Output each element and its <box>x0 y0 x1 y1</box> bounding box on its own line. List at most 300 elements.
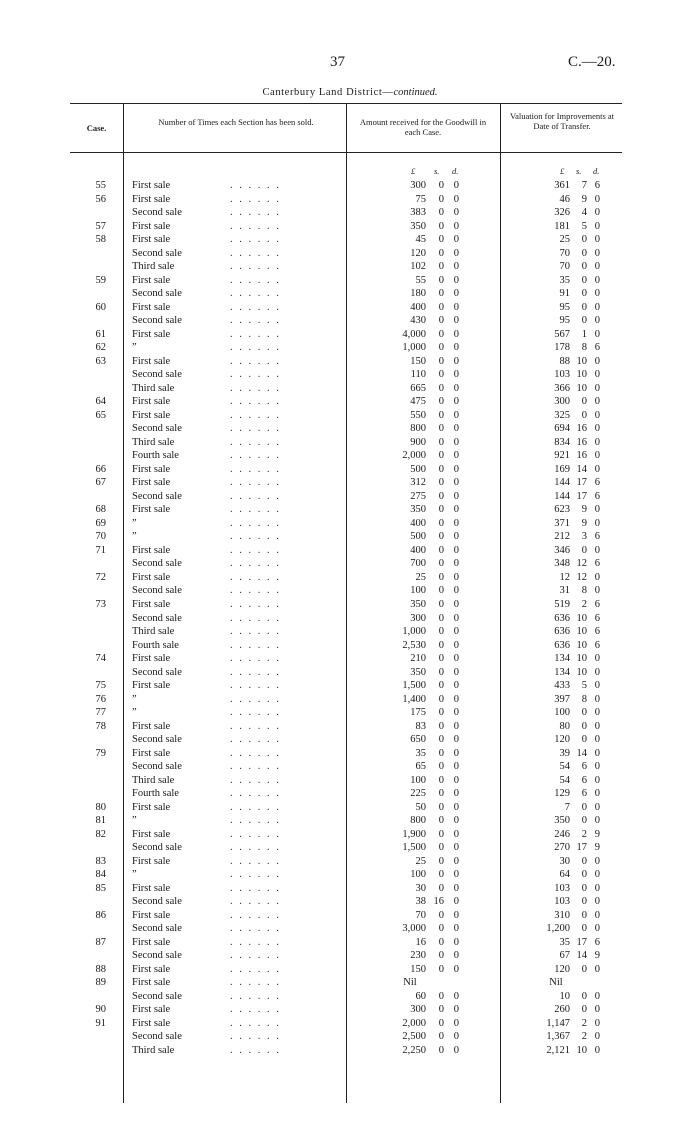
case-number: 68 <box>95 504 106 516</box>
valuation-shillings: 0 <box>581 409 587 421</box>
sale-label: Second sale <box>132 558 182 570</box>
case-number: 74 <box>95 653 106 665</box>
case-number: 60 <box>95 301 106 313</box>
case-number: 85 <box>95 882 106 894</box>
valuation-shillings: 0 <box>581 734 587 746</box>
amount-pounds: 1,900 <box>402 828 426 840</box>
amount-pounds: 35 <box>415 747 426 759</box>
valuation-shillings: 10 <box>576 1045 587 1056</box>
table-title-main: Canterbury Land District— <box>262 87 394 98</box>
table-row <box>0 463 700 477</box>
case-number: 75 <box>95 680 106 692</box>
amount-shillings: 0 <box>438 761 444 773</box>
valuation-pounds: 246 <box>554 828 570 840</box>
table-row <box>0 774 700 788</box>
amount-pounds: 700 <box>410 558 426 570</box>
case-number: 86 <box>95 909 106 921</box>
valuation-pounds: 371 <box>554 517 570 529</box>
amount-pence: 0 <box>453 571 459 583</box>
valuation-pounds: 95 <box>559 301 570 313</box>
valuation-shillings: 6 <box>581 774 587 786</box>
valuation-shillings: 12 <box>576 571 587 583</box>
table-row <box>0 666 700 680</box>
valuation-shillings: 8 <box>581 693 587 705</box>
case-number: 70 <box>95 531 106 543</box>
amount-pence: 0 <box>453 1017 459 1029</box>
amount-pounds: 430 <box>410 315 426 327</box>
valuation-shillings: 0 <box>581 801 587 813</box>
amount-shillings: 0 <box>438 734 444 746</box>
amount-pounds: 150 <box>410 963 426 975</box>
leader-dots: . . . . . . <box>230 436 281 448</box>
amount-pence: 0 <box>453 463 459 475</box>
amount-shillings: 0 <box>438 504 444 516</box>
valuation-pence: 0 <box>594 463 600 475</box>
table-title <box>0 87 700 98</box>
valuation-pence: 0 <box>594 788 600 800</box>
valuation-pounds: 694 <box>554 423 570 435</box>
sale-label: First sale <box>132 855 171 867</box>
amount-shillings: 0 <box>438 193 444 205</box>
amount-pence: 0 <box>453 923 459 935</box>
valuation-pence: 0 <box>594 193 600 205</box>
sale-label: ” <box>132 815 137 827</box>
table-row <box>0 409 700 423</box>
leader-dots: . . . . . . <box>230 909 281 921</box>
sale-label: First sale <box>132 882 171 894</box>
valuation-pounds: 350 <box>554 815 570 827</box>
amount-shillings: 0 <box>438 950 444 962</box>
valuation-unit-pounds: £ <box>560 166 565 176</box>
amount-pounds: 225 <box>410 788 426 800</box>
case-number: 57 <box>95 220 106 232</box>
sale-label: Second sale <box>132 923 182 935</box>
sale-label: First sale <box>132 680 171 692</box>
valuation-pence: 0 <box>594 301 600 313</box>
leader-dots: . . . . . . <box>230 355 281 367</box>
table-row <box>0 247 700 261</box>
amount-pounds: 25 <box>415 855 426 867</box>
amount-pence: 0 <box>453 585 459 597</box>
amount-pounds: 1,500 <box>402 680 426 692</box>
amount-pence: 0 <box>453 477 459 489</box>
leader-dots: . . . . . . <box>230 207 281 219</box>
valuation-pounds: 120 <box>554 734 570 746</box>
valuation-pounds: 310 <box>554 909 570 921</box>
valuation-pence: 0 <box>594 355 600 367</box>
table-row <box>0 909 700 923</box>
amount-pence: 0 <box>453 693 459 705</box>
leader-dots: . . . . . . <box>230 504 281 516</box>
valuation-pence: 0 <box>594 1004 600 1016</box>
sale-label: First sale <box>132 571 171 583</box>
table-row <box>0 922 700 936</box>
amount-pounds: 1,000 <box>402 626 426 638</box>
leader-dots: . . . . . . <box>230 977 281 989</box>
valuation-pounds: 519 <box>554 598 570 610</box>
sale-label: Third sale <box>132 774 175 786</box>
valuation-shillings: 1 <box>581 328 587 340</box>
sale-label: First sale <box>132 301 171 313</box>
table-row <box>0 490 700 504</box>
sale-label: First sale <box>132 396 171 408</box>
sale-label: First sale <box>132 544 171 556</box>
sale-label: Third sale <box>132 261 175 273</box>
leader-dots: . . . . . . <box>230 923 281 935</box>
table-title-continued: continued. <box>393 87 438 98</box>
leader-dots: . . . . . . <box>230 247 281 259</box>
amount-shillings: 0 <box>438 558 444 570</box>
table-row <box>0 720 700 734</box>
leader-dots: . . . . . . <box>230 936 281 948</box>
valuation-pence: 0 <box>594 517 600 529</box>
table-row <box>0 530 700 544</box>
valuation-pence: 0 <box>594 680 600 692</box>
valuation-pounds: 39 <box>559 747 570 759</box>
leader-dots: . . . . . . <box>230 328 281 340</box>
valuation-shillings: 14 <box>576 747 587 759</box>
amount-shillings: 0 <box>438 1031 444 1043</box>
amount-pounds: 1,400 <box>402 693 426 705</box>
valuation-pence: 0 <box>594 396 600 408</box>
amount-pounds: 100 <box>410 869 426 881</box>
amount-pounds: 900 <box>410 436 426 448</box>
leader-dots: . . . . . . <box>230 626 281 638</box>
valuation-pence: 0 <box>594 896 600 908</box>
valuation-pounds: 636 <box>554 612 570 624</box>
valuation-shillings: 0 <box>581 234 587 246</box>
valuation-pounds: 7 <box>564 801 570 813</box>
valuation-pence: 0 <box>594 436 600 448</box>
table-row <box>0 341 700 355</box>
valuation-shillings: 16 <box>576 450 587 462</box>
valuation-pence: 0 <box>594 315 600 327</box>
amount-pounds: 150 <box>410 355 426 367</box>
valuation-pounds: 67 <box>559 950 570 962</box>
amount-pounds: 350 <box>410 666 426 678</box>
table-row <box>0 584 700 598</box>
amount-shillings: 0 <box>438 990 444 1002</box>
valuation-pence: 0 <box>594 963 600 975</box>
amount-shillings: 0 <box>438 517 444 529</box>
valuation-pounds: 178 <box>554 342 570 354</box>
valuation-pence: 0 <box>594 923 600 935</box>
leader-dots: . . . . . . <box>230 193 281 205</box>
amount-pounds: 2,250 <box>402 1045 426 1056</box>
header-amount-goodwill: Amount received for the Goodwill in each Case. <box>359 117 487 137</box>
amount-pounds: 60 <box>415 990 426 1002</box>
leader-dots: . . . . . . <box>230 747 281 759</box>
amount-shillings: 0 <box>438 463 444 475</box>
amount-shillings: 0 <box>438 544 444 556</box>
amount-pence: 0 <box>453 261 459 273</box>
case-number: 61 <box>95 328 106 340</box>
leader-dots: . . . . . . <box>230 274 281 286</box>
amount-pence: 0 <box>453 504 459 516</box>
valuation-shillings: 0 <box>581 315 587 327</box>
valuation-shillings: 0 <box>581 923 587 935</box>
amount-pence: 0 <box>453 342 459 354</box>
valuation-shillings: 17 <box>576 477 587 489</box>
valuation-shillings: 0 <box>581 882 587 894</box>
valuation-pounds: 300 <box>554 396 570 408</box>
valuation-shillings: 10 <box>576 666 587 678</box>
table-row <box>0 747 700 761</box>
valuation-pounds: 103 <box>554 896 570 908</box>
leader-dots: . . . . . . <box>230 666 281 678</box>
valuation-pence: 6 <box>594 342 600 354</box>
valuation-shillings: 0 <box>581 855 587 867</box>
valuation-pence: 0 <box>594 544 600 556</box>
table-row <box>0 652 700 666</box>
valuation-pounds: 169 <box>554 463 570 475</box>
valuation-pounds: 25 <box>559 234 570 246</box>
amount-pence: 0 <box>453 801 459 813</box>
amount-pounds: 300 <box>410 180 426 191</box>
amount-pence: 0 <box>453 963 459 975</box>
amount-pounds: 2,500 <box>402 1031 426 1043</box>
amount-pence: 0 <box>453 436 459 448</box>
valuation-pence: 0 <box>594 571 600 583</box>
amount-shillings: 0 <box>438 666 444 678</box>
leader-dots: . . . . . . <box>230 288 281 300</box>
amount-shillings: 0 <box>438 788 444 800</box>
table-row <box>0 801 700 815</box>
valuation-shillings: 9 <box>581 517 587 529</box>
amount-pence: 0 <box>453 544 459 556</box>
valuation-pounds: 95 <box>559 315 570 327</box>
amount-pence: 0 <box>453 828 459 840</box>
amount-pounds: 1,000 <box>402 342 426 354</box>
valuation-pounds: 103 <box>554 369 570 381</box>
amount-pence: 0 <box>453 936 459 948</box>
valuation-pence: 6 <box>594 626 600 638</box>
valuation-pence: 0 <box>594 409 600 421</box>
valuation-pence: 0 <box>594 653 600 665</box>
valuation-shillings: 0 <box>581 544 587 556</box>
valuation-pounds: 361 <box>554 180 570 191</box>
table-row <box>0 679 700 693</box>
amount-pence: 0 <box>453 869 459 881</box>
amount-pence: 0 <box>453 328 459 340</box>
leader-dots: . . . . . . <box>230 517 281 529</box>
sale-label: First sale <box>132 828 171 840</box>
valuation-pounds: 1,200 <box>546 923 570 935</box>
valuation-pounds: 31 <box>559 585 570 597</box>
valuation-pence: 0 <box>594 815 600 827</box>
sale-label: First sale <box>132 328 171 340</box>
valuation-pounds: 346 <box>554 544 570 556</box>
amount-pence: 0 <box>453 558 459 570</box>
valuation-pounds: 35 <box>559 936 570 948</box>
case-number: 83 <box>95 855 106 867</box>
case-number: 77 <box>95 707 106 719</box>
sale-label: Second sale <box>132 247 182 259</box>
valuation-shillings: 10 <box>576 653 587 665</box>
case-number: 79 <box>95 747 106 759</box>
amount-pounds: 55 <box>415 274 426 286</box>
leader-dots: . . . . . . <box>230 990 281 1002</box>
amount-unit-pence: d. <box>452 166 459 176</box>
amount-pounds: 230 <box>410 950 426 962</box>
table-row <box>0 193 700 207</box>
valuation-pence: 6 <box>594 180 600 191</box>
amount-pounds: 50 <box>415 801 426 813</box>
valuation-pence: 9 <box>594 950 600 962</box>
page-number: 37 <box>330 54 345 70</box>
table-row <box>0 368 700 382</box>
sale-label: ” <box>132 693 137 705</box>
amount-shillings: 0 <box>438 409 444 421</box>
valuation-unit-shillings: s. <box>576 166 582 176</box>
valuation-pence: 0 <box>594 274 600 286</box>
amount-pence: 0 <box>453 1045 459 1056</box>
amount-shillings: 0 <box>438 180 444 191</box>
valuation-pence: 0 <box>594 220 600 232</box>
header-times-sold: Number of Times each Section has been sold. <box>158 117 314 127</box>
leader-dots: . . . . . . <box>230 585 281 597</box>
amount-pounds: 180 <box>410 288 426 300</box>
sale-label: ” <box>132 707 137 719</box>
amount-pence: 0 <box>453 653 459 665</box>
case-number: 76 <box>95 693 106 705</box>
leader-dots: . . . . . . <box>230 423 281 435</box>
table-row <box>0 1003 700 1017</box>
amount-pounds: 400 <box>410 517 426 529</box>
valuation-pounds: 181 <box>554 220 570 232</box>
valuation-pounds: 10 <box>559 990 570 1002</box>
sale-label: First sale <box>132 909 171 921</box>
valuation-nil: Nil <box>549 977 563 989</box>
amount-pounds: 1,500 <box>402 842 426 854</box>
amount-shillings: 0 <box>438 936 444 948</box>
amount-shillings: 0 <box>438 247 444 259</box>
leader-dots: . . . . . . <box>230 234 281 246</box>
amount-shillings: 0 <box>438 1017 444 1029</box>
sale-label: Second sale <box>132 761 182 773</box>
sale-label: First sale <box>132 720 171 732</box>
amount-pence: 0 <box>453 288 459 300</box>
leader-dots: . . . . . . <box>230 963 281 975</box>
leader-dots: . . . . . . <box>230 1004 281 1016</box>
amount-shillings: 0 <box>438 220 444 232</box>
valuation-pounds: 921 <box>554 450 570 462</box>
amount-pounds: 16 <box>415 936 426 948</box>
case-number: 82 <box>95 828 106 840</box>
table-row <box>0 625 700 639</box>
amount-shillings: 0 <box>438 923 444 935</box>
table-row <box>0 179 700 193</box>
leader-dots: . . . . . . <box>230 1045 281 1056</box>
amount-shillings: 0 <box>438 396 444 408</box>
amount-pounds: 175 <box>410 707 426 719</box>
amount-shillings: 0 <box>438 707 444 719</box>
amount-pence: 0 <box>453 1031 459 1043</box>
table-row <box>0 503 700 517</box>
amount-pence: 0 <box>453 707 459 719</box>
leader-dots: . . . . . . <box>230 639 281 651</box>
amount-shillings: 0 <box>438 828 444 840</box>
case-number: 62 <box>95 342 106 354</box>
valuation-pence: 0 <box>594 1045 600 1056</box>
valuation-pounds: 212 <box>554 531 570 543</box>
sale-label: Second sale <box>132 990 182 1002</box>
valuation-pence: 0 <box>594 207 600 219</box>
table-row <box>0 706 700 720</box>
valuation-pence: 0 <box>594 734 600 746</box>
amount-shillings: 0 <box>438 423 444 435</box>
table-row <box>0 287 700 301</box>
table-row <box>0 963 700 977</box>
valuation-shillings: 9 <box>581 193 587 205</box>
table-row <box>0 895 700 909</box>
leader-dots: . . . . . . <box>230 680 281 692</box>
valuation-pounds: 623 <box>554 504 570 516</box>
table-row <box>0 301 700 315</box>
amount-shillings: 0 <box>438 612 444 624</box>
valuation-pence: 0 <box>594 261 600 273</box>
table-row <box>0 1030 700 1044</box>
valuation-pounds: 91 <box>559 288 570 300</box>
valuation-pounds: 88 <box>559 355 570 367</box>
leader-dots: . . . . . . <box>230 612 281 624</box>
amount-pence: 0 <box>453 734 459 746</box>
valuation-pence: 0 <box>594 882 600 894</box>
amount-pounds: 70 <box>415 909 426 921</box>
amount-shillings: 0 <box>438 369 444 381</box>
amount-pence: 0 <box>453 680 459 692</box>
amount-shillings: 0 <box>438 1045 444 1056</box>
amount-pounds: 45 <box>415 234 426 246</box>
sale-label: Third sale <box>132 382 175 394</box>
valuation-pence: 9 <box>594 828 600 840</box>
sale-label: Second sale <box>132 734 182 746</box>
table-row <box>0 936 700 950</box>
leader-dots: . . . . . . <box>230 774 281 786</box>
table-row <box>0 355 700 369</box>
valuation-pence: 0 <box>594 328 600 340</box>
case-number: 81 <box>95 815 106 827</box>
amount-pence: 0 <box>453 517 459 529</box>
sale-label: Third sale <box>132 626 175 638</box>
valuation-pence: 6 <box>594 612 600 624</box>
sale-label: Fourth sale <box>132 450 179 462</box>
table-row <box>0 693 700 707</box>
sale-label: Second sale <box>132 666 182 678</box>
valuation-pence: 6 <box>594 477 600 489</box>
valuation-pence: 0 <box>594 855 600 867</box>
table-row <box>0 855 700 869</box>
valuation-pence: 0 <box>594 247 600 259</box>
sale-label: Second sale <box>132 896 182 908</box>
valuation-shillings: 10 <box>576 355 587 367</box>
sale-label: First sale <box>132 747 171 759</box>
sale-label: ” <box>132 531 137 543</box>
amount-shillings: 0 <box>438 855 444 867</box>
amount-pence: 0 <box>453 450 459 462</box>
sale-label: First sale <box>132 193 171 205</box>
table-row <box>0 233 700 247</box>
amount-pounds: 383 <box>410 207 426 219</box>
case-number: 88 <box>95 963 106 975</box>
sale-label: First sale <box>132 598 171 610</box>
table-row <box>0 976 700 990</box>
amount-pounds: 100 <box>410 774 426 786</box>
valuation-shillings: 6 <box>581 761 587 773</box>
header-valuation: Valuation for Improvements at Date of Transfer. <box>509 111 615 131</box>
sale-label: Second sale <box>132 369 182 381</box>
amount-pounds: 38 <box>415 896 426 908</box>
